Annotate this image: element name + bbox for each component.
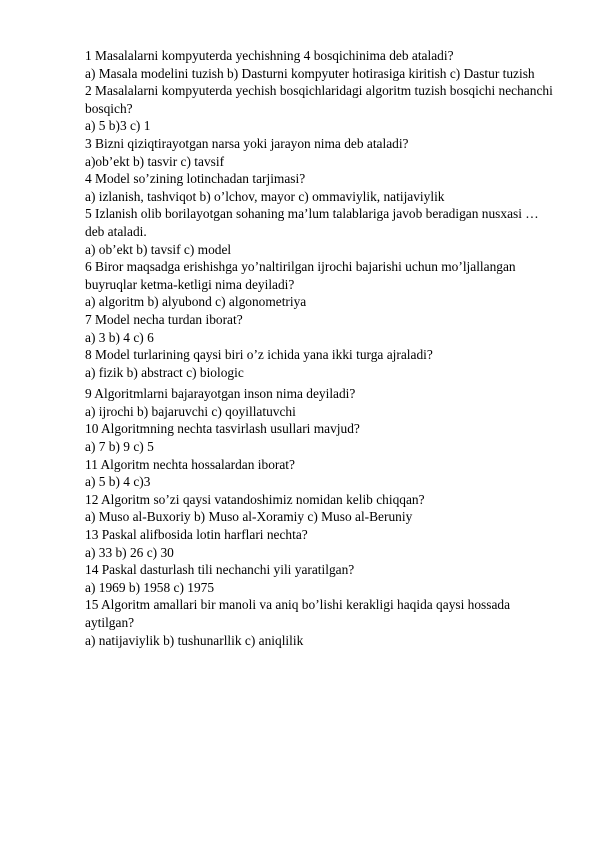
question-10 <box>85 420 555 455</box>
question-text: 8 Model turlarining qaysi biri o’z ichida yana ikki turga ajraladi? <box>85 347 433 363</box>
answer-options: a) ijrochi b) bajaruvchi c) qoyillatuvchi <box>85 403 296 419</box>
answer-options: a) fizik b) abstract c) biologic <box>85 364 244 380</box>
answer-options: a) ob’ekt b) tavsif c) model <box>85 241 232 257</box>
question-text: 3 Bizni qiziqtirayotgan narsa yoki jarayon nima deb ataladi? <box>85 135 409 151</box>
answer-options: a)ob’ekt b) tasvir c) tavsif <box>85 153 225 169</box>
question-5 <box>85 205 555 258</box>
question-text: 9 Algoritmlarni bajarayotgan inson nima deyiladi? <box>85 386 356 402</box>
answer-options: a) izlanish, tashviqot b) o’lchov, mayor c) ommaviylik, natijaviylik <box>85 188 445 204</box>
question-text: 1 Masalalarni kompyuterda yechishning 4 bosqichinima deb ataladi? <box>85 48 454 63</box>
question-1 <box>85 47 555 82</box>
question-9 <box>85 385 555 420</box>
question-3 <box>85 135 555 170</box>
question-text: 10 Algoritmning nechta tasvirlash usullari mavjud? <box>85 421 360 437</box>
question-14 <box>85 561 555 596</box>
answer-options: a) 3 b) 4 c) 6 <box>85 329 154 345</box>
question-12 <box>85 491 555 526</box>
question-text: 11 Algoritm nechta hossalardan iborat? <box>85 456 295 472</box>
question-7 <box>85 311 555 346</box>
answer-options: a) 7 b) 9 c) 5 <box>85 439 154 455</box>
question-2 <box>85 82 555 135</box>
question-text: 6 Biror maqsadga erishishga yo’naltirilgan ijrochi bajarishi uchun mo’ljallangan buyruqlar ketma-ketligi nima deyiladi? <box>85 259 516 292</box>
question-text: 4 Model so’zining lotinchadan tarjimasi? <box>85 171 306 187</box>
question-13 <box>85 526 555 561</box>
answer-options: a) Masala modelini tuzish b) Dasturni kompyuter hotirasiga kiritish c) Dastur tuzish <box>85 65 535 81</box>
question-6 <box>85 258 555 311</box>
answer-options: a) 1969 b) 1958 c) 1975 <box>85 579 215 595</box>
question-text: 13 Paskal alifbosida lotin harflari nechta? <box>85 527 308 543</box>
question-text: 15 Algoritm amallari bir manoli va aniq bo’lishi kerakligi haqida qaysi hossada aytilgan? <box>85 597 511 630</box>
answer-options: a) 33 b) 26 c) 30 <box>85 544 174 560</box>
question-4 <box>85 170 555 205</box>
question-text: 5 Izlanish olib borilayotgan sohaning ma’lum talablariga javob beradigan nusxasi … deb ataladi. <box>85 206 539 239</box>
question-text: 14 Paskal dasturlash tili nechanchi yili yaratilgan? <box>85 562 355 578</box>
question-8 <box>85 346 555 381</box>
answer-options: a) 5 b)3 c) 1 <box>85 118 151 134</box>
answer-options: a) Muso al-Buxoriy b) Muso al-Xoramiy c) Muso al-Beruniy <box>85 509 413 525</box>
answer-options: a) natijaviylik b) tushunarllik c) aniqlilik <box>85 632 304 648</box>
document-page <box>85 47 555 649</box>
question-text: 7 Model necha turdan iborat? <box>85 311 243 327</box>
question-11 <box>85 456 555 491</box>
question-text: 12 Algoritm so’zi qaysi vatandoshimiz nomidan kelib chiqqan? <box>85 491 425 507</box>
answer-options: a) algoritm b) alyubond c) algonometriya <box>85 294 307 310</box>
answer-options: a) 5 b) 4 c)3 <box>85 474 151 490</box>
question-15 <box>85 596 555 649</box>
question-text: 2 Masalalarni kompyuterda yechish bosqichlaridagi algoritm tuzish bosqichi nechanchi bosqich? <box>85 83 553 116</box>
